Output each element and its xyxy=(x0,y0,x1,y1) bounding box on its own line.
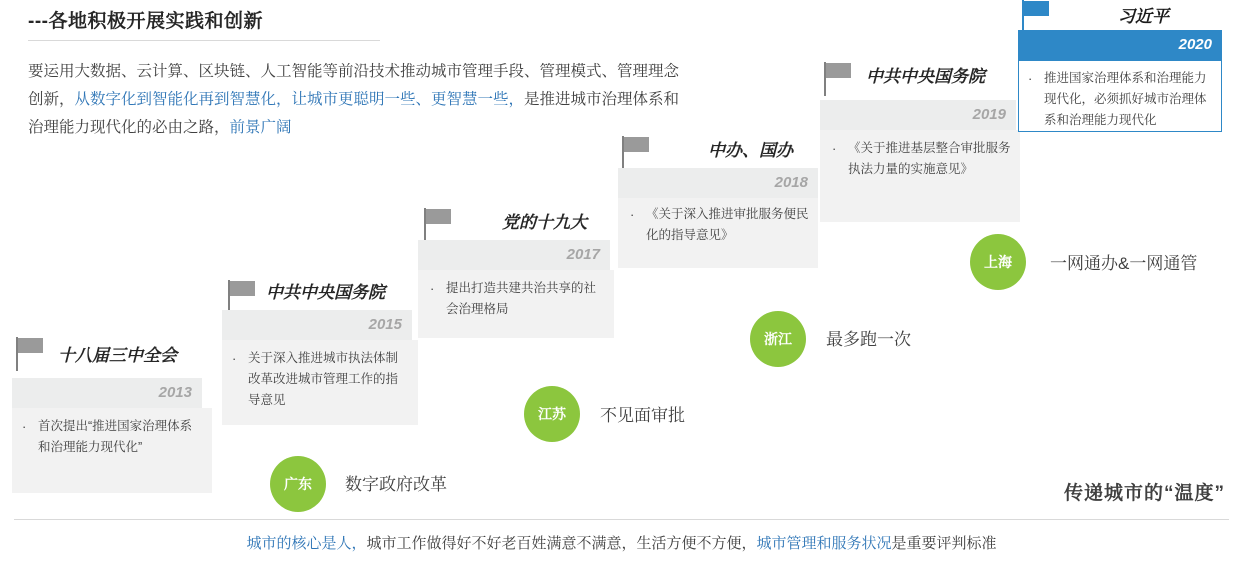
step-year: 2018 xyxy=(618,168,818,198)
step-detail-text: 推进国家治理体系和治理能力现代化，必须抓好城市治理体系和治理能力现代化 xyxy=(1044,71,1207,127)
province-label-guangdong: 数字政府改革 xyxy=(345,475,447,494)
step-title: 十八届三中全会 xyxy=(58,346,177,365)
step-year: 2015 xyxy=(222,310,412,340)
step-detail-text: 关于深入推进城市执法体制改革改进城市管理工作的指导意见 xyxy=(248,351,399,407)
province-label-shanghai: 一网通办&一网通管 xyxy=(1050,254,1198,273)
step-title: 中办、国办 xyxy=(708,141,793,160)
step-detail xyxy=(430,278,608,320)
bullet-icon: · xyxy=(430,281,435,296)
footer-note: 传递城市的“温度” xyxy=(1063,483,1225,504)
footer-mid: 城市工作做得好不好老百姓满意不满意，生活方便不方便， xyxy=(366,535,757,552)
province-badge-guangdong: 广东 xyxy=(270,456,326,512)
page-title: ---各地积极开展实践和创新 xyxy=(28,11,263,32)
footer-divider xyxy=(14,519,1229,520)
flag-icon xyxy=(16,337,50,371)
flag-icon xyxy=(228,280,262,314)
step-detail-text: 首次提出“推进国家治理体系和治理能力现代化” xyxy=(38,419,193,454)
footer-highlight-1: 城市的核心是人， xyxy=(246,535,367,552)
bullet-icon: · xyxy=(832,141,837,156)
step-detail-text: 《关于深入推进审批服务便民化的指导意见》 xyxy=(646,207,809,242)
step-detail xyxy=(832,138,1014,180)
flag-icon xyxy=(424,208,458,242)
province-badge-shanghai: 上海 xyxy=(970,234,1026,290)
header-body-highlight1: 从数字化到智能化再到智慧化，让城市更聪明一些、更智慧一些， xyxy=(74,91,525,108)
flag-icon xyxy=(824,62,858,96)
footer-text xyxy=(0,532,1243,553)
flag-icon xyxy=(1022,0,1056,34)
step-title: 习近平 xyxy=(1118,7,1169,26)
footer-end: 是重要评判标准 xyxy=(891,535,997,552)
province-badge-zhejiang: 浙江 xyxy=(750,311,806,367)
bullet-icon: · xyxy=(1028,71,1033,86)
step-detail xyxy=(1028,68,1216,131)
step-detail xyxy=(232,348,410,411)
step-year: 2020 xyxy=(1018,30,1222,60)
step-year: 2013 xyxy=(12,378,202,408)
step-title: 中共中央国务院 xyxy=(866,67,985,86)
step-year: 2017 xyxy=(418,240,610,270)
province-label-zhejiang: 最多跑一次 xyxy=(826,330,911,349)
header-body-part2: 是推进城市治理体系和治理能力现代化的必由之路， xyxy=(28,91,680,136)
bullet-icon: · xyxy=(232,351,237,366)
header-body-highlight2: 前景广阔 xyxy=(229,119,292,136)
step-detail xyxy=(22,416,202,458)
province-label-jiangsu: 不见面审批 xyxy=(600,406,685,425)
step-detail xyxy=(630,204,810,246)
footer-highlight-2: 城市管理和服务状况 xyxy=(756,535,892,552)
flag-icon xyxy=(622,136,656,170)
header-divider xyxy=(28,40,380,41)
step-title: 党的十九大 xyxy=(502,213,587,232)
bullet-icon: · xyxy=(22,419,27,434)
bullet-icon: · xyxy=(630,207,635,222)
step-year: 2019 xyxy=(820,100,1016,130)
step-detail-text: 《关于推进基层整合审批服务执法力量的实施意见》 xyxy=(848,141,1011,176)
step-title: 中共中央国务院 xyxy=(266,283,385,302)
header-body xyxy=(28,58,688,142)
step-detail-text: 提出打造共建共治共享的社会治理格局 xyxy=(446,281,597,316)
header-body-part1: 要运用大数据、云计算、区块链、人工智能等前沿技术推动城市管理手段、管理模式、管理理念创新， xyxy=(28,63,680,108)
province-badge-jiangsu: 江苏 xyxy=(524,386,580,442)
